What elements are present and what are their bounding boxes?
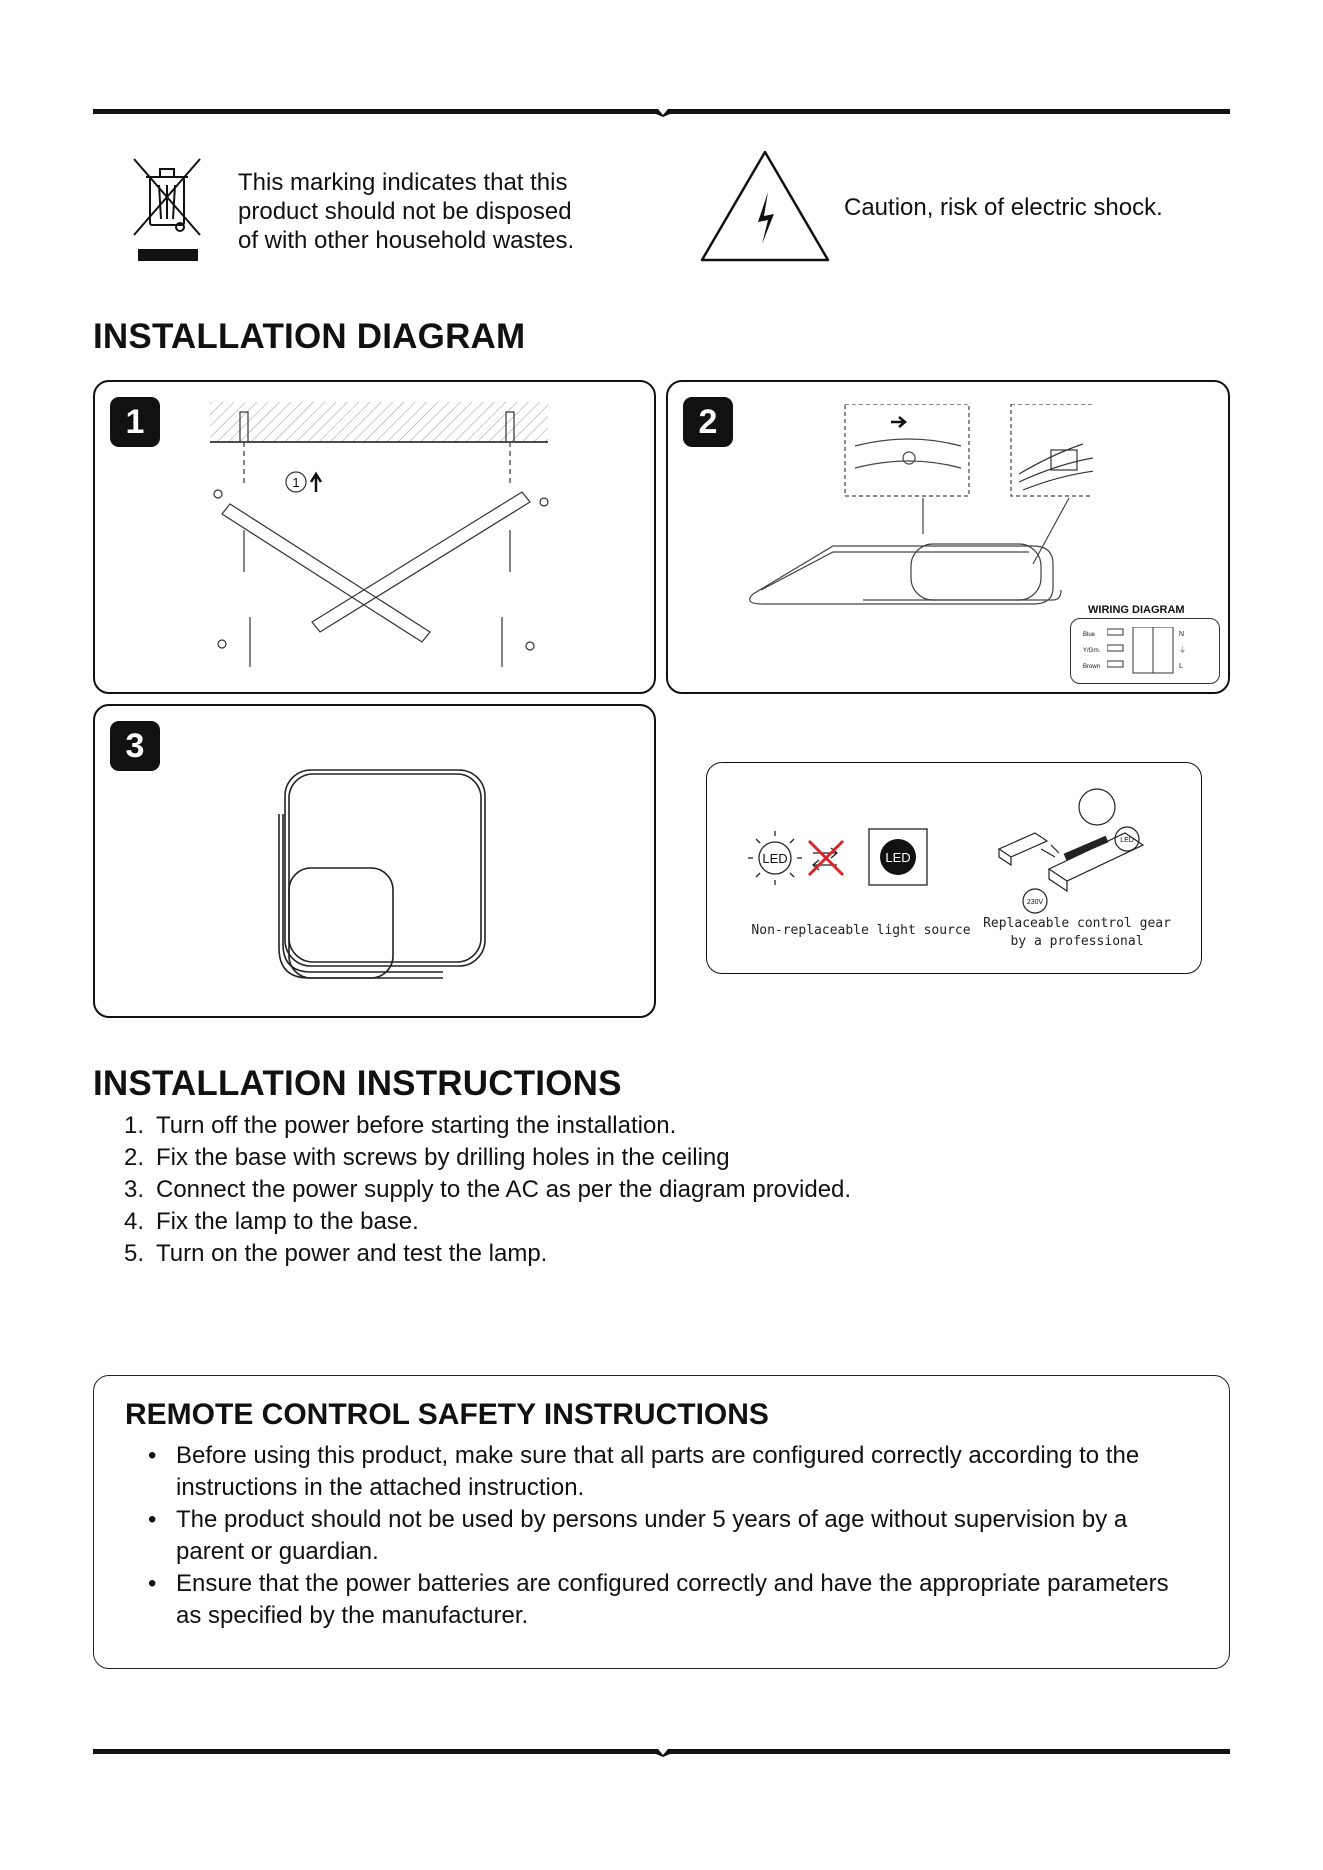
shock-notice-text: Caution, risk of electric shock. xyxy=(844,194,1163,221)
remote-safety-box xyxy=(93,1375,1230,1669)
light-source-info-box xyxy=(706,762,1202,974)
step-badge-3: 3 xyxy=(110,721,160,771)
control-gear-caption: Replaceable control gear by a professional xyxy=(983,916,1171,949)
installation-instructions-heading: INSTALLATION INSTRUCTIONS xyxy=(93,1064,622,1103)
list-item: • Before using this product, make sure that all parts are configured correctly according to the instructions in the attached instruction. xyxy=(148,1440,1188,1504)
wiring-diagram-title: WIRING DIAGRAM xyxy=(1088,604,1185,616)
wiring-diagram-box xyxy=(1070,618,1220,684)
mounted-lamp-illustration xyxy=(275,764,495,984)
wiring-connection-illustration xyxy=(733,404,1093,634)
list-item: • The product should not be used by persons under 5 years of age without supervision by a parent or guardian. xyxy=(148,1504,1188,1568)
terminal-labels: N ⏚ L xyxy=(1179,631,1186,670)
non-replaceable-caption: Non-replaceable light source xyxy=(751,923,971,938)
list-item: 4. Fix the lamp to the base. xyxy=(124,1208,419,1235)
led-label-outline: LED xyxy=(762,851,788,866)
diagram-panel-3 xyxy=(93,704,656,1018)
step-badge-1: 1 xyxy=(110,397,160,447)
top-divider xyxy=(93,109,1230,115)
list-item: 1. Turn off the power before starting the installation. xyxy=(124,1112,677,1139)
list-item: 5. Turn on the power and test the lamp. xyxy=(124,1240,548,1267)
list-item: • Ensure that the power batteries are configured correctly and have the appropriate parameters as specified by the manufacturer. xyxy=(148,1568,1188,1632)
diagram-panel-1 xyxy=(93,380,656,694)
remote-safety-heading: REMOTE CONTROL SAFETY INSTRUCTIONS xyxy=(125,1398,769,1431)
list-item: 2. Fix the base with screws by drilling holes in the ceiling xyxy=(124,1144,730,1171)
mounting-bracket-illustration xyxy=(200,402,560,682)
arrow-step-label: 1 xyxy=(292,475,300,490)
list-item: 3. Connect the power supply to the AC as per the diagram provided. xyxy=(124,1176,852,1203)
installation-diagram-heading: INSTALLATION DIAGRAM xyxy=(93,317,526,356)
installation-steps-list xyxy=(124,1110,851,1270)
driver-led-label: LED xyxy=(1120,837,1134,844)
driver-voltage-label: 230V xyxy=(1026,899,1044,906)
bottom-divider xyxy=(93,1749,1230,1755)
weee-bin-icon xyxy=(130,155,206,270)
weee-notice-text: This marking indicates that this product should not be disposed of with other household wastes. xyxy=(238,169,575,254)
control-gear-illustration xyxy=(985,783,1155,923)
wiring-color-labels: Blue Y/Grn. Brown xyxy=(1083,632,1101,670)
terminal-block-icon xyxy=(1107,627,1177,675)
step-badge-2: 2 xyxy=(683,397,733,447)
electric-shock-warning-icon xyxy=(698,148,832,269)
remote-safety-list xyxy=(148,1440,1188,1632)
led-symbols xyxy=(745,823,935,893)
led-label-filled: LED xyxy=(885,850,911,865)
diagram-panel-2 xyxy=(666,380,1230,694)
